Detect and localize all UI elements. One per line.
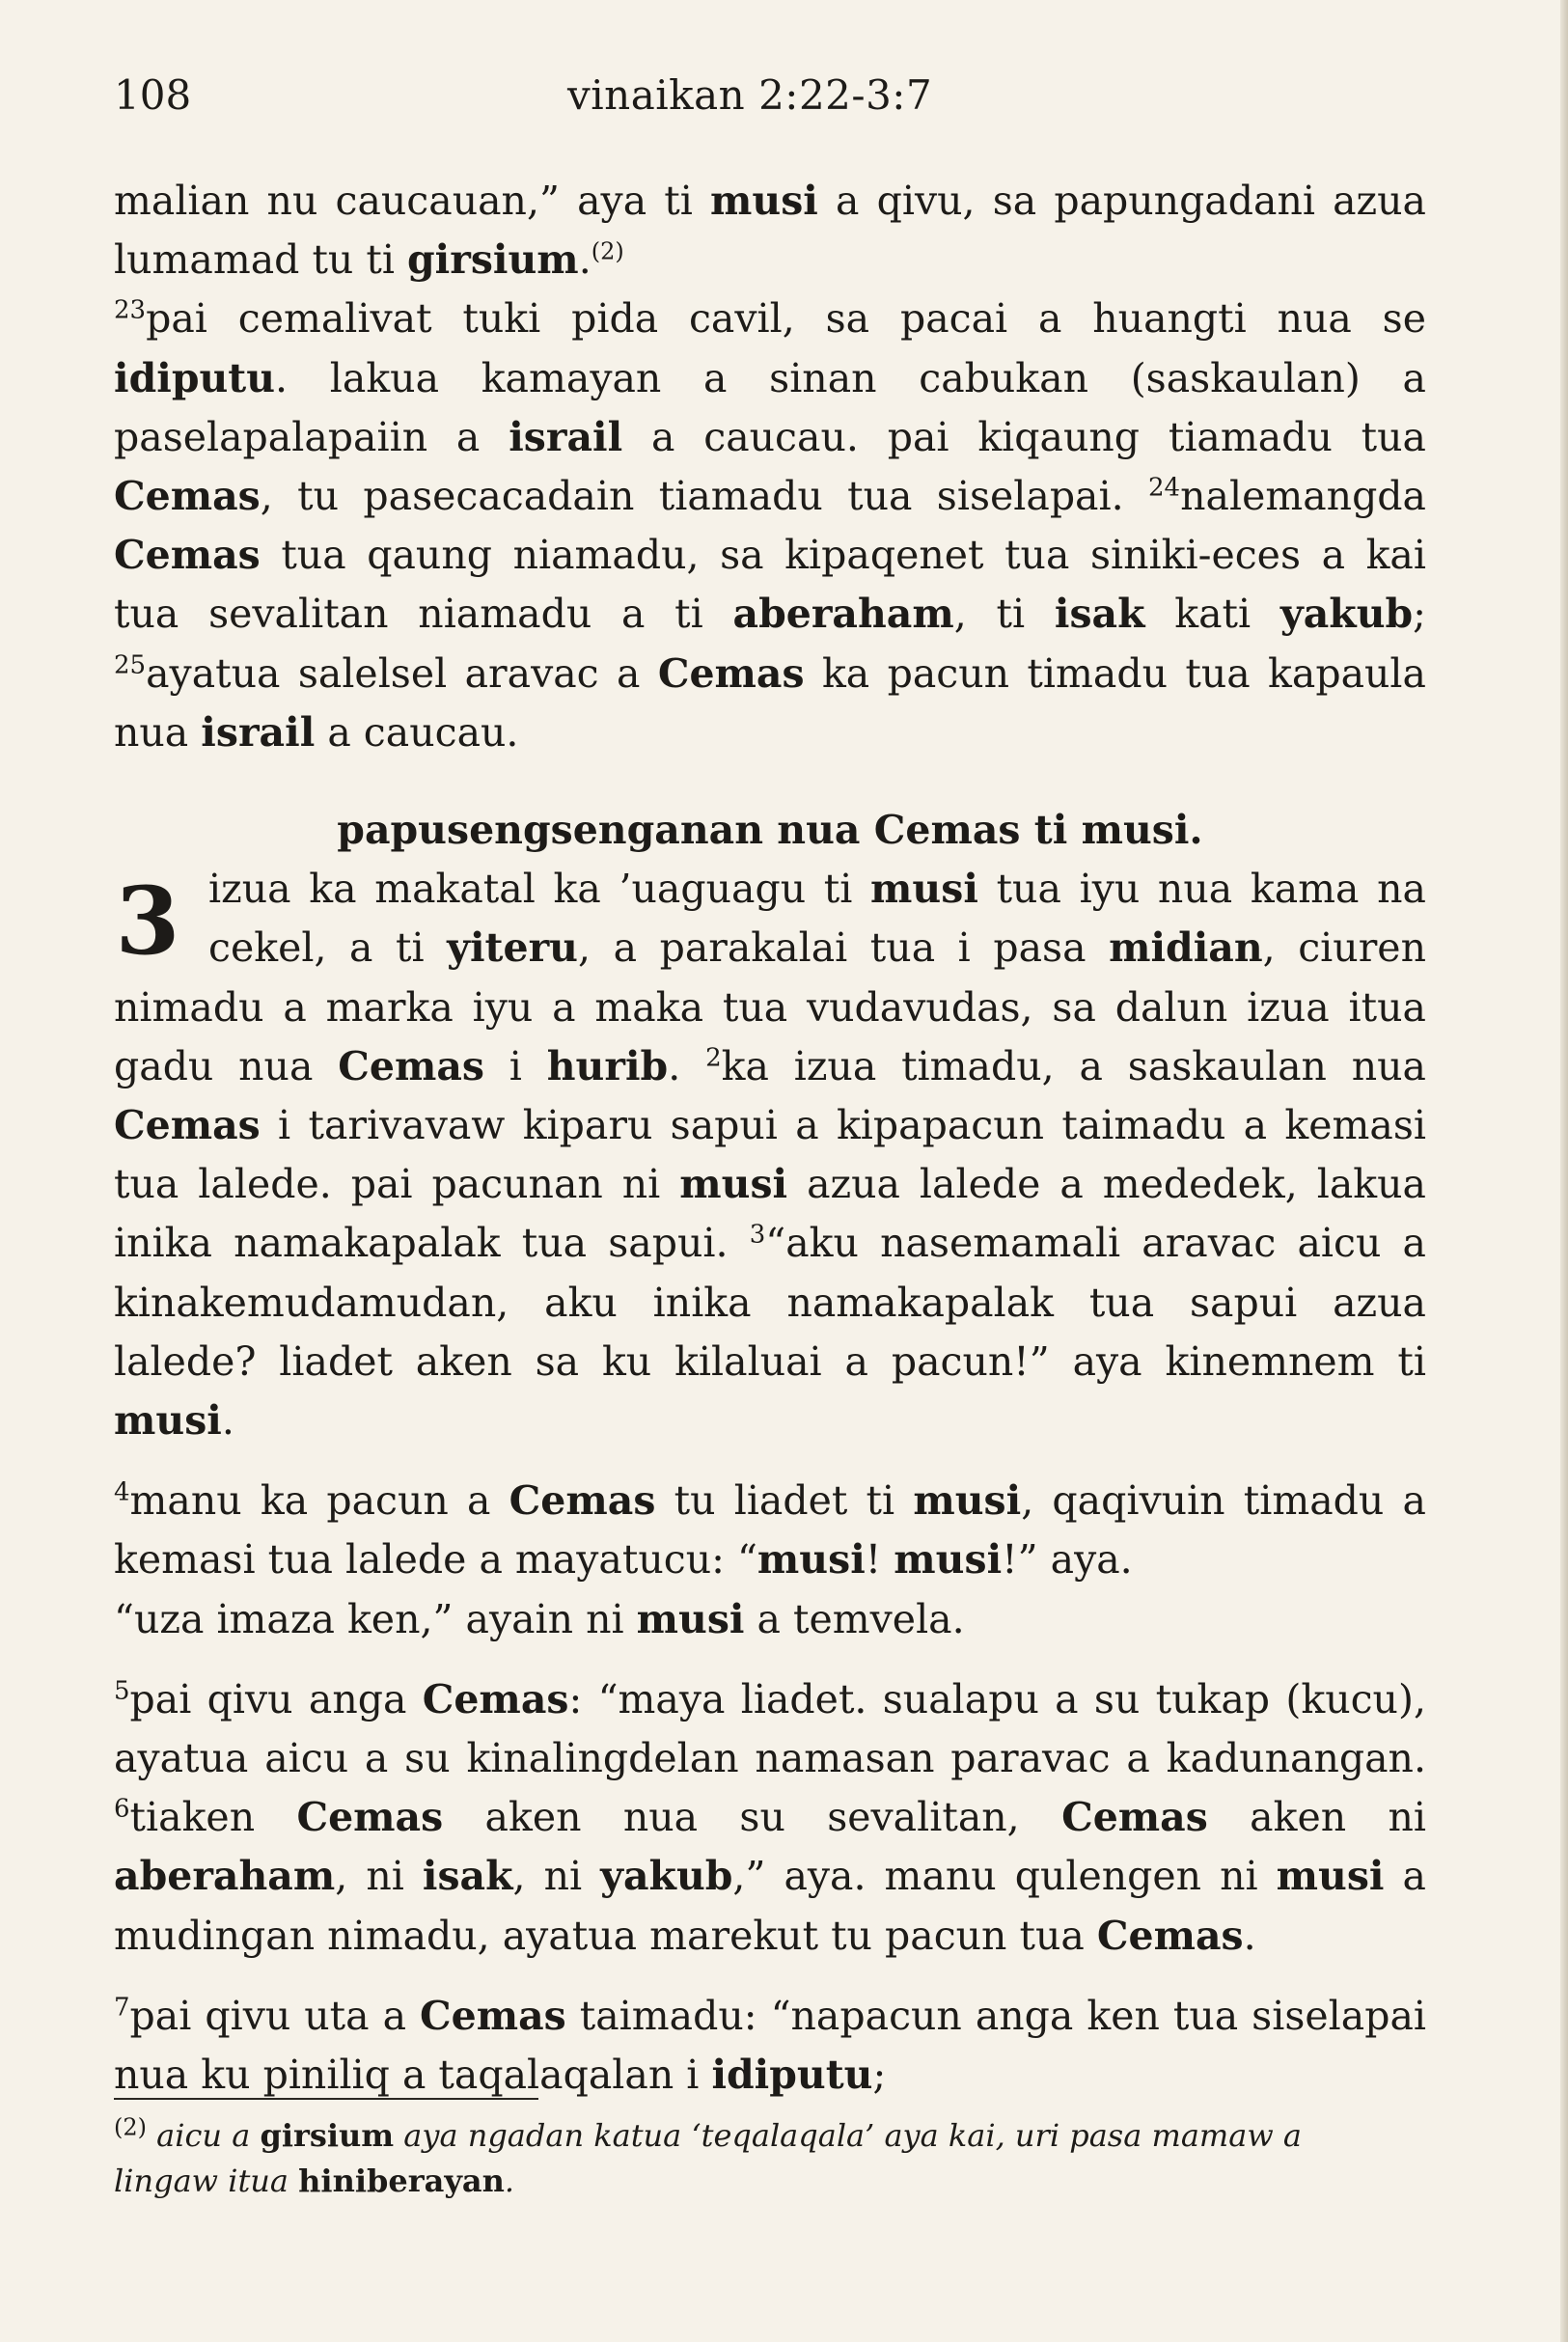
text-run: pai cemalivat tuki pida cavil, sa pacai a huangti nua se — [146, 295, 1426, 343]
page-header — [114, 71, 1426, 139]
text-run: azua lalede a mededek, lakua inika namakapalak tua sapui. — [114, 1161, 1426, 1267]
text-run: : “maya liadet. sualapu a su tukap (kucu), ayatua aicu a su kinalingdelan namasan paravac a kadunangan. — [114, 1675, 1426, 1782]
text-run: . — [578, 236, 591, 284]
text-run: , ti — [953, 591, 1055, 638]
bold-name: girsium — [406, 236, 579, 284]
text-run: !” aya. — [1002, 1536, 1133, 1584]
bold-name: musi — [870, 866, 978, 913]
bold-name: yakub — [1279, 591, 1414, 638]
text-run: ka pacun timadu tua kapaula nua — [114, 649, 1426, 756]
text-run: . — [504, 2163, 515, 2199]
bold-name: Cemas — [114, 1102, 261, 1149]
paragraph-1 — [114, 172, 1426, 289]
text-run: kati — [1144, 591, 1280, 638]
text-run: “uza imaza ken,” ayain ni — [114, 1595, 637, 1642]
bold-name: midian — [1109, 924, 1263, 972]
verse-number: 2 — [705, 1043, 722, 1073]
section-heading: papusengsenganan nua Cemas ti musi. — [337, 807, 1203, 854]
text-run: aken nua su sevalitan, — [443, 1794, 1062, 1841]
bold-name: musi — [913, 1477, 1022, 1525]
bold-name: israil — [509, 413, 623, 460]
paragraph-2 — [114, 289, 1426, 762]
bold-name: musi — [756, 1536, 866, 1584]
verse-number: 24 — [1148, 473, 1181, 503]
verse-number: 25 — [114, 649, 147, 679]
text-run: a qivu, sa papungadani azua lumamad tu ti — [114, 178, 1426, 284]
verse-number: 4 — [114, 1477, 130, 1507]
spacer — [114, 762, 1426, 801]
paragraph-6 — [114, 1670, 1426, 1966]
spacer — [114, 1649, 1426, 1670]
page-edge — [1560, 0, 1568, 2342]
bold-name: Cemas — [1061, 1794, 1208, 1841]
text-run: a mudingan nimadu, ayatua marekut tu pacun tua — [114, 1853, 1426, 1959]
spacer — [114, 1966, 1426, 1987]
bold-name: Cemas — [509, 1477, 656, 1525]
text-run: , qaqivuin timadu a kemasi tua lalede a mayatucu: “ — [114, 1477, 1426, 1584]
text-run: . — [221, 1397, 234, 1445]
paragraph-3 — [114, 860, 1426, 1450]
text-run: pai qivu anga — [129, 1675, 423, 1722]
bold-name: Cemas — [114, 473, 261, 520]
text-run: a caucau. pai kiqaung tiamadu tua — [622, 413, 1426, 460]
text-run: , tu pasecacadain tiamadu tua siselapai. — [260, 473, 1149, 520]
paragraph-7 — [114, 1987, 1426, 2105]
bold-name: hiniberayan — [298, 2163, 505, 2199]
verse-number: 5 — [114, 1676, 130, 1706]
bold-name: Cemas — [114, 532, 261, 579]
spacer — [114, 1450, 1426, 1472]
bold-name: musi — [636, 1595, 745, 1642]
page-number: 108 — [114, 71, 192, 119]
text-run: . lakua kamayan a sinan cabukan (saskaulan) a paselapalapaiin a — [114, 354, 1426, 460]
text-run: “aku nasemamali aravac aicu a kinakemudamudan, aku inika namakapalak tua sapui azua lalede? liadet aken sa ku kilaluai a pacun!” aya kinemnem ti — [114, 1220, 1426, 1385]
chapter-number: 3 — [115, 867, 180, 977]
text-run: tua iyu nua kama na cekel, a ti — [208, 866, 1426, 972]
text-run: ! — [865, 1536, 894, 1584]
footnote-rule — [114, 2098, 538, 2100]
text-run: , ni — [335, 1853, 423, 1900]
bold-name: Cemas — [420, 1992, 566, 2039]
text-run: , ni — [512, 1853, 601, 1900]
text-run: a caucau. — [315, 708, 519, 756]
bold-name: Cemas — [422, 1675, 569, 1722]
text-run: aicu a — [147, 2117, 261, 2154]
bold-name: isak — [422, 1853, 513, 1900]
verse-number: 6 — [114, 1794, 130, 1824]
bold-name: girsium — [260, 2117, 395, 2154]
body-text — [114, 172, 1426, 2105]
text-run: a temvela. — [744, 1595, 965, 1642]
verse-number: 23 — [114, 295, 147, 325]
text-run: pai qivu uta a — [129, 1992, 421, 2039]
verse-number: 7 — [114, 1993, 130, 2023]
text-run: ayatua salelsel aravac a — [146, 649, 658, 697]
bold-name: yiteru — [447, 924, 578, 972]
text-run: ; — [1413, 591, 1426, 638]
text-run: izua ka makatal ka ’uaguagu ti — [208, 866, 871, 913]
bold-name: hurib — [546, 1042, 669, 1089]
text-run: manu ka pacun a — [129, 1477, 509, 1525]
bold-name: idiputu — [711, 2052, 873, 2099]
bold-name: musi — [710, 178, 818, 224]
text-run: tiaken — [129, 1794, 297, 1841]
text-run: aken ni — [1207, 1794, 1426, 1841]
bold-name: Cemas — [1096, 1912, 1244, 1959]
bold-name: yakub — [600, 1853, 733, 1900]
text-run: ,” aya. manu qulengen ni — [732, 1853, 1277, 1900]
bold-name: Cemas — [296, 1794, 444, 1841]
text-run: . — [668, 1042, 706, 1089]
bold-name: Cemas — [338, 1042, 484, 1089]
footnote-mark: (2) — [114, 2113, 147, 2141]
footnote — [114, 2113, 1397, 2204]
text-run: . — [1243, 1912, 1256, 1959]
bold-name: musi — [1276, 1853, 1385, 1900]
bold-name: israil — [201, 708, 316, 756]
text-run: malian nu caucauan,” aya ti — [114, 178, 711, 224]
verse-number: 3 — [749, 1220, 766, 1250]
text-run: tua qaung niamadu, sa kipaqenet tua siniki-eces a kai tua sevalitan niamadu a ti — [114, 532, 1426, 638]
bold-name: musi — [679, 1161, 788, 1208]
text-run: ; — [872, 2052, 887, 2099]
text-run: i tarivavaw kiparu sapui a kipapacun taimadu a kemasi tua lalede. pai pacunan ni — [114, 1102, 1426, 1208]
text-run: tu liadet ti — [655, 1477, 914, 1525]
text-run: nalemangda — [1180, 473, 1426, 520]
text-run: aya ngadan katua ‘teqalaqala’ aya kai, uri pasa mamaw a lingaw itua — [114, 2117, 1302, 2199]
paragraph-5 — [114, 1590, 1426, 1649]
footnote-reference: (2) — [591, 237, 624, 265]
bold-name: Cemas — [657, 649, 805, 697]
paragraph-4 — [114, 1472, 1426, 1589]
bold-name: musi — [894, 1536, 1003, 1584]
text-run: taimadu: “napacun anga ken tua siselapai nua ku piniliq a taqalaqalan i — [114, 1992, 1426, 2099]
bold-name: idiputu — [114, 354, 276, 401]
bold-name: isak — [1054, 591, 1145, 638]
bold-name: musi — [114, 1397, 222, 1445]
text-run: i — [483, 1042, 547, 1089]
bold-name: aberaham — [114, 1853, 336, 1900]
bold-name: aberaham — [732, 591, 954, 638]
text-run: , ciuren nimadu a marka iyu a maka tua vudavudas, sa dalun izua itua gadu nua — [114, 924, 1426, 1089]
text-run: , a parakalai tua i pasa — [578, 924, 1110, 972]
text-run: ka izua timadu, a saskaulan nua — [721, 1042, 1426, 1089]
running-head: vinaikan 2:22-3:7 — [567, 71, 933, 119]
